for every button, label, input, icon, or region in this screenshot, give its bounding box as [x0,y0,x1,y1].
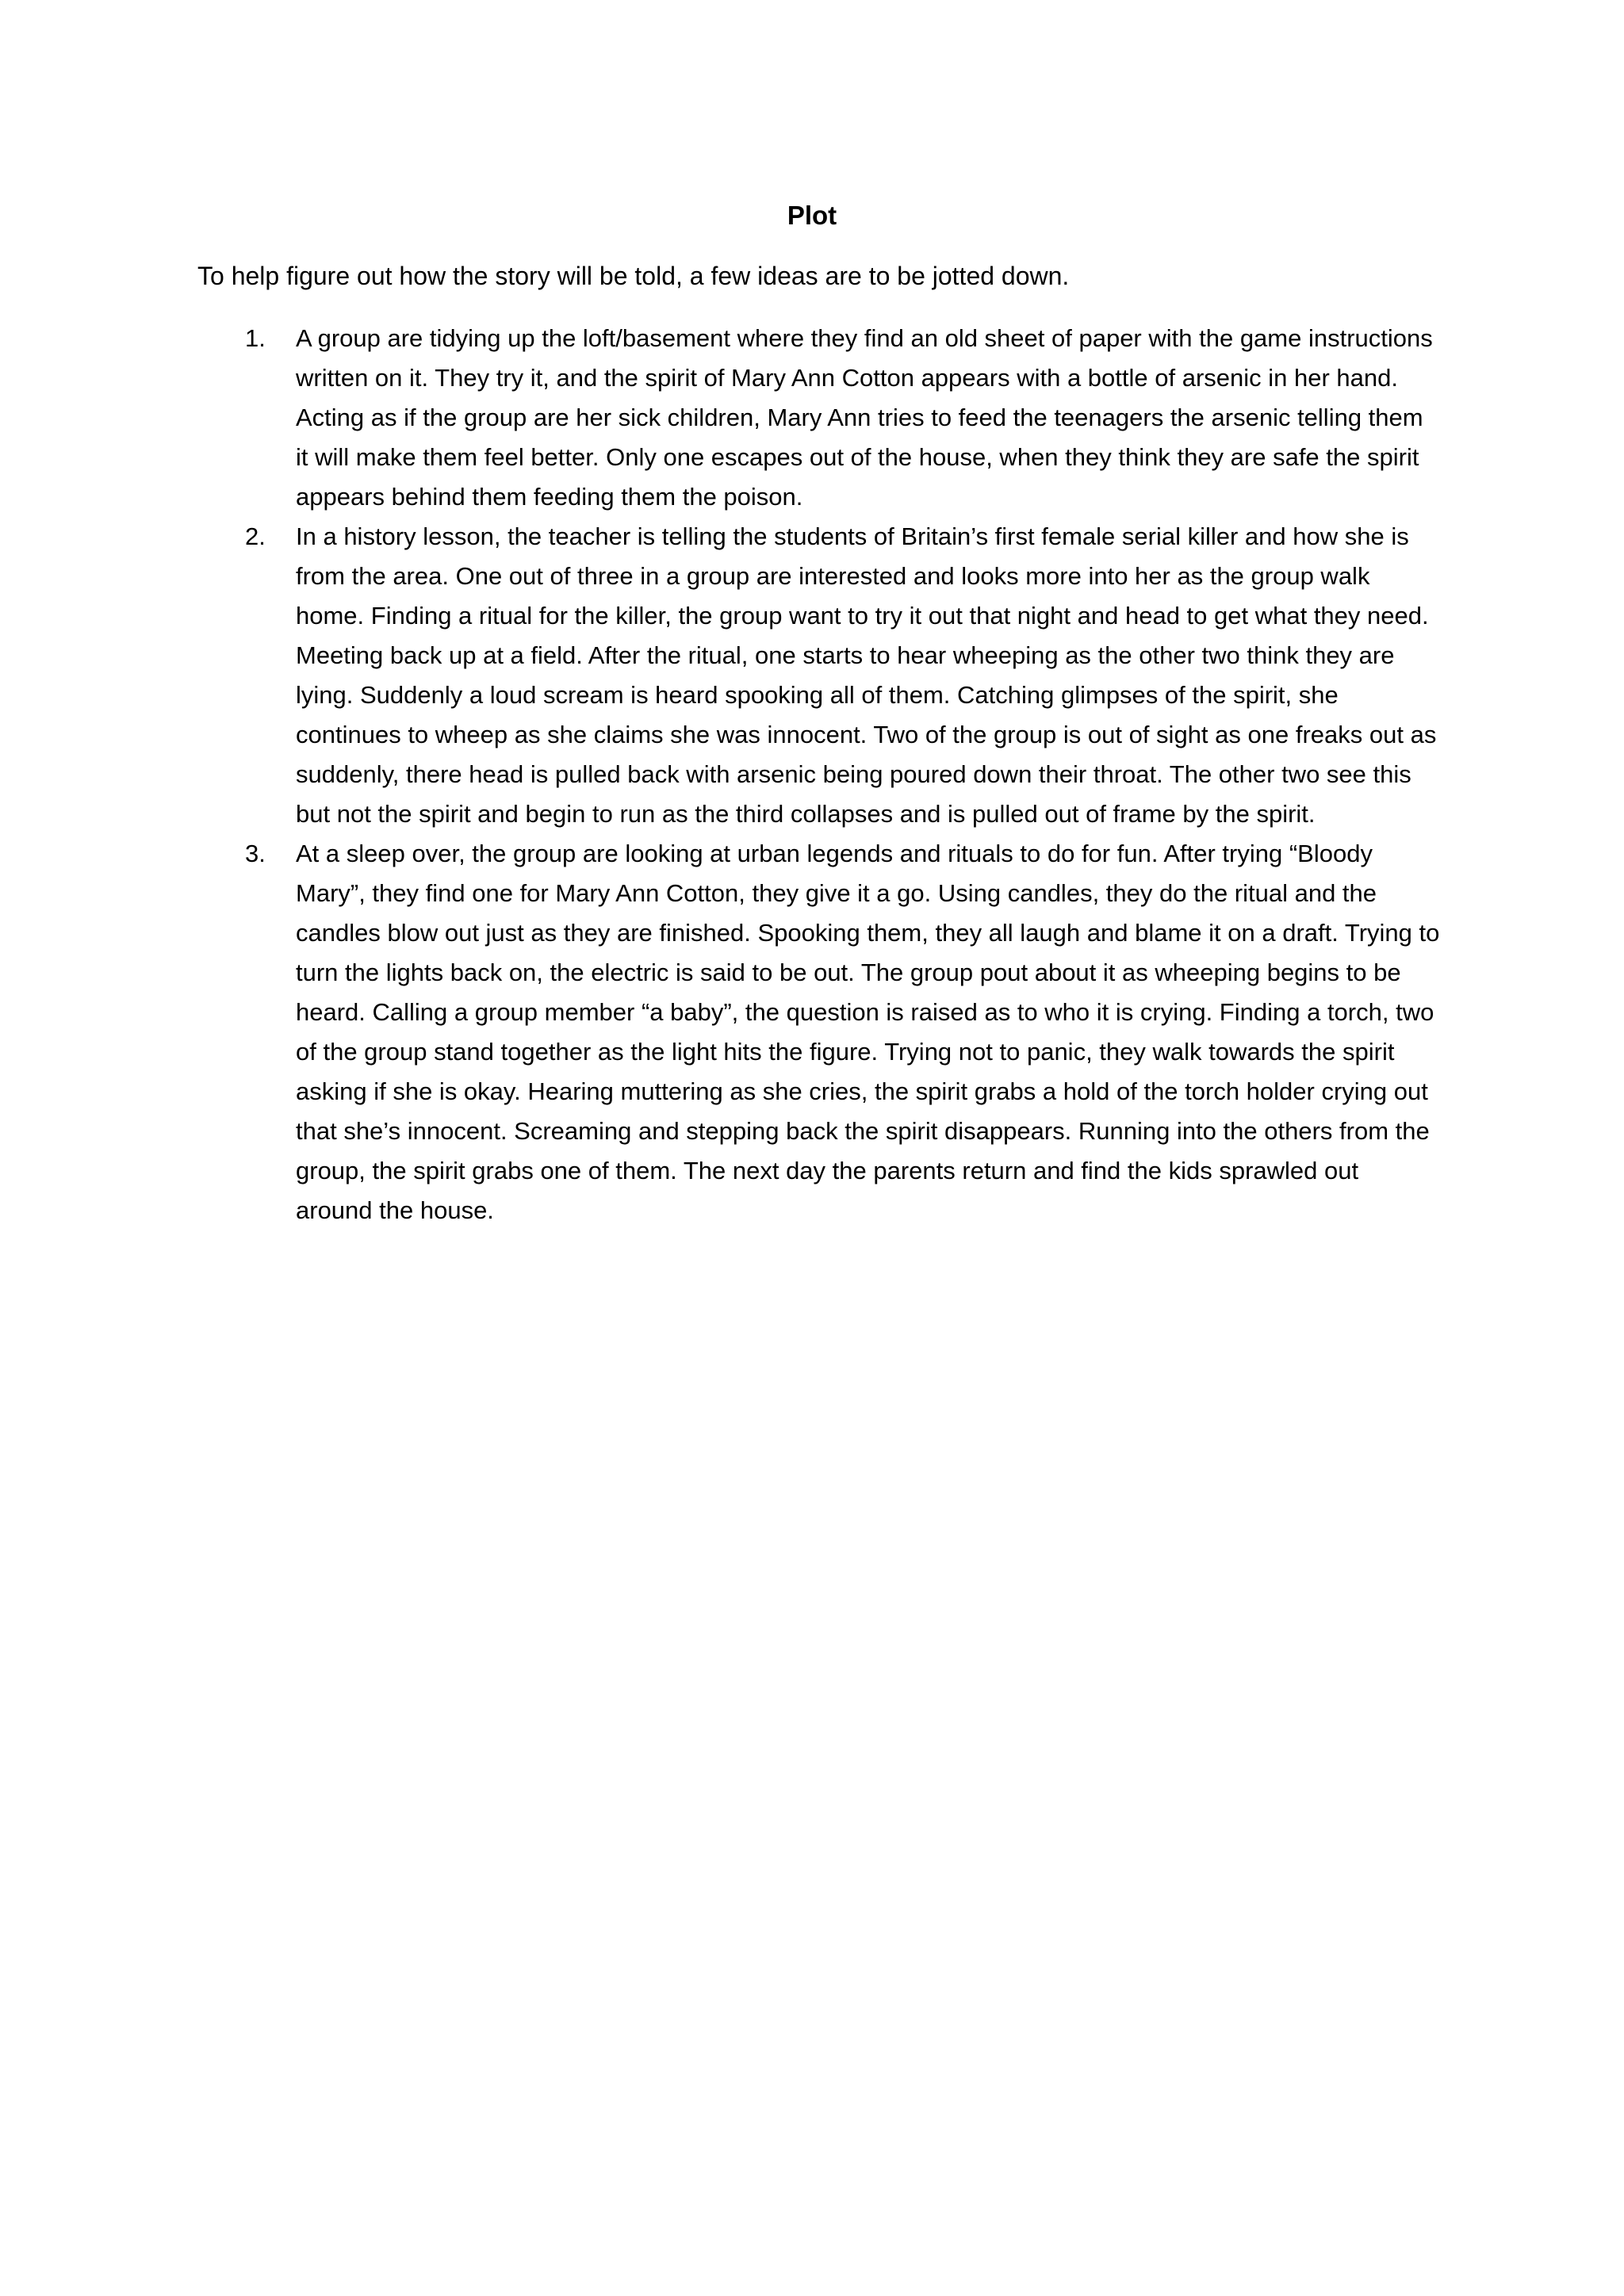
list-item-number: 3. [245,840,266,867]
list-item-text: At a sleep over, the group are looking at urban legends and rituals to do for fun. After trying “Bloody Mary”, they find one for Mary Ann Cotton, they give it a go. Using candles, they do the ritual and the candles blow out just as they are finished. Spooking them, they all laugh and blame it on a draft. Trying to turn the lights back on, the electric is said to be out. The group pout about it as wheeping begins to be heard. Calling a group member “a baby”, the question is raised as to who it is crying. Finding a torch, two of the group stand together as the light hits the figure. Trying not to panic, they walk towards the spirit asking if she is okay. Hearing muttering as she cries, the spirit grabs a hold of the torch holder crying out that she’s innocent. Screaming and stepping back the spirit disappears. Running into the others from the group, the spirit grabs one of them. The next day the parents return and find the kids sprawled out around the house. [296,840,1440,1224]
list-item-number: 2. [245,522,266,550]
list-item [0,834,1442,1230]
list-item [0,319,1442,517]
list-item-text: In a history lesson, the teacher is telling the students of Britain’s first female serial killer and how she is from the area. One out of three in a group are interested and looks more into her as the group walk home. Finding a ritual for the killer, the group want to try it out that night and head to get what they need. Meeting back up at a field. After the ritual, one starts to hear wheeping as the other two think they are lying. Suddenly a loud scream is heard spooking all of them. Catching glimpses of the spirit, she continues to wheep as she claims she was innocent. Two of the group is out of sight as one freaks out as suddenly, there head is pulled back with arsenic being poured down their throat. The other two see this but not the spirit and begin to run as the third collapses and is pulled out of frame by the spirit. [296,522,1437,828]
list-item-number: 1. [245,324,266,352]
plot-ideas-list [0,319,1624,1230]
page-title: Plot [787,201,837,230]
list-item-text: A group are tidying up the loft/basement where they find an old sheet of paper with the game instructions written on it. They try it, and the spirit of Mary Ann Cotton appears with a bottle of arsenic in her hand. Acting as if the group are her sick children, Mary Ann tries to feed the teenagers the arsenic telling them it will make them feel better. Only one escapes out of the house, when they think they are safe the spirit appears behind them feeding them the poison. [296,324,1433,511]
list-item [0,517,1442,834]
intro-paragraph: To help figure out how the story will be told, a few ideas are to be jotted down. [197,262,1070,290]
